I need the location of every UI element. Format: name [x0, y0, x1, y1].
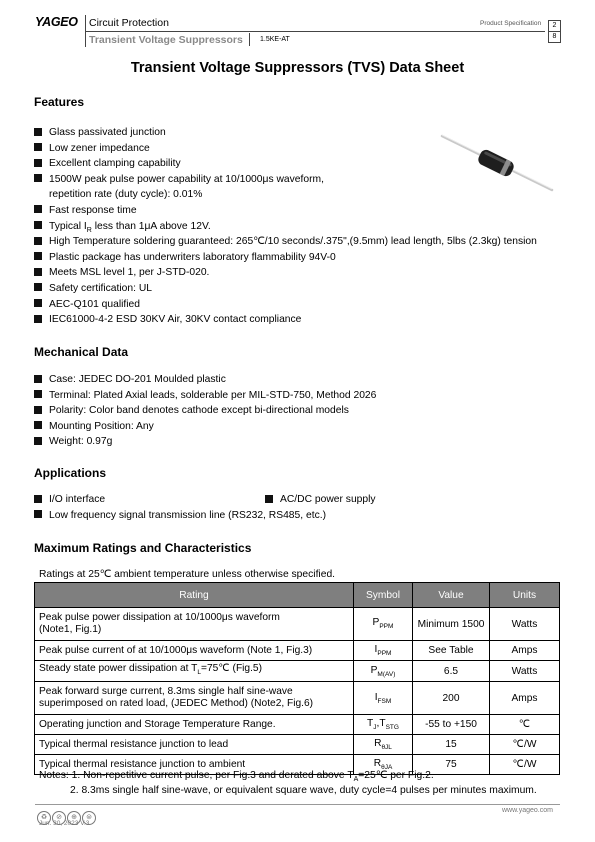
features-heading: Features [34, 95, 85, 109]
list-item: Terminal: Plated Axial leads, solderable per MIL-STD-750, Method 2026 [34, 388, 376, 404]
bullet-icon [34, 237, 42, 245]
bullet-icon [34, 299, 42, 307]
notes-line-1: Notes: 1. Non-repetitive current pulse, per Fig.3 and derated above $T_A=25℃$ per Fig.2. [39, 770, 434, 784]
notes-line-2: 2. 8.3ms single half sine-wave, or equivalent square wave, duty cycle=4 pulses per minutes maximum. [70, 785, 537, 796]
value-cell: 200 [413, 682, 490, 715]
list-item: Excellent clamping capability [34, 156, 537, 172]
header-subcategory: Transient Voltage Suppressors [89, 34, 243, 46]
bullet-icon [34, 390, 42, 398]
bullet-icon [34, 510, 42, 518]
unit-cell: Watts [490, 608, 560, 641]
list-item: Plastic package has underwriters laboratory flammability 94V-0 [34, 250, 537, 266]
symbol-cell: $I_{FSM}$ [354, 682, 413, 715]
rating-cell: Peak forward surge current, 8.3ms single half sine-wave superimposed on rated load, (JEDEC Method) (Note2, Fig.6) [35, 682, 354, 715]
bullet-icon [34, 252, 42, 260]
table-row [35, 715, 560, 735]
list-item-continuation: repetition rate (duty cycle): 0.01% [49, 189, 203, 201]
page-total: 8 [549, 31, 560, 42]
value-cell: Minimum 1500 [413, 608, 490, 641]
list-item: Typical $I_R$ less than 1μA above 12V. [34, 219, 537, 235]
list-item: IEC61000-4-2 ESD 30KV Air, 30KV contact compliance [34, 312, 537, 328]
table-row [35, 661, 560, 682]
table-header-row [35, 583, 560, 608]
symbol-cell: $P_{M(AV)}$ [354, 661, 413, 682]
bullet-icon [265, 495, 273, 503]
footer-rule [35, 804, 560, 805]
symbol-cell: $T_J,T_{STG}$ [354, 715, 413, 735]
symbol-cell: $P_{PPM}$ [354, 608, 413, 641]
unit-cell: ℃/W [490, 735, 560, 755]
page-number: 2 [552, 22, 557, 29]
rating-cell: Operating junction and Storage Temperature Range. [35, 715, 354, 735]
column-header: Rating [35, 583, 354, 608]
unit-cell: Amps [490, 682, 560, 715]
header-divider-2 [249, 33, 250, 46]
rating-cell: Typical thermal resistance junction to lead [35, 735, 354, 755]
list-item: Case: JEDEC DO-201 Moulded plastic [34, 372, 376, 388]
rating-cell: Steady state power dissipation at $T_L=75℃$ (Fig.5) [35, 661, 354, 682]
bullet-icon [34, 174, 42, 182]
column-header: Units [490, 583, 560, 608]
lead-free-icon: ⊘ [52, 811, 66, 825]
bullet-icon [34, 159, 42, 167]
symbol-cell: $R_{\theta JL}$ [354, 735, 413, 755]
compliance-icons [37, 806, 97, 820]
green-icon: ⊜ [82, 811, 96, 825]
unit-cell: ℃/W [490, 755, 560, 775]
table-row [35, 641, 560, 661]
applications-heading: Applications [34, 466, 107, 480]
bullet-icon [34, 221, 42, 229]
diode-package-image [438, 120, 556, 202]
bullet-icon [34, 437, 42, 445]
footer-url: www.yageo.com [502, 807, 553, 814]
symbol-cell: $I_{PPM}$ [354, 641, 413, 661]
list-item-secondary: AC/DC power supply [265, 492, 376, 508]
table-row [35, 735, 560, 755]
rohs-icon: ♻ [37, 811, 51, 825]
value-cell: 6.5 [413, 661, 490, 682]
bullet-icon [34, 128, 42, 136]
header-rule [85, 31, 545, 32]
ratings-note: Ratings at 25℃ ambient temperature unless otherwise specified. [39, 569, 336, 580]
value-cell: 15 [413, 735, 490, 755]
mechanical-list [34, 372, 376, 450]
list-item: Mounting Position: Any [34, 419, 376, 435]
list-item: 1500W peak pulse power capability at 10/1000μs waveform, [34, 172, 537, 188]
list-item: Weight: 0.97g [34, 434, 376, 450]
ratings-heading: Maximum Ratings and Characteristics [34, 541, 252, 555]
header-part-number: 1.5KE-AT [260, 36, 290, 43]
unit-cell: Amps [490, 641, 560, 661]
halogen-free-icon: ⊕ [67, 811, 81, 825]
bullet-icon [34, 421, 42, 429]
list-item: Glass passivated junction [34, 125, 537, 141]
value-cell: See Table [413, 641, 490, 661]
list-item: Fast response time [34, 203, 537, 219]
bullet-icon [34, 406, 42, 414]
footer-date: Jun. 30, 2023 V.3 [39, 820, 90, 827]
mechanical-heading: Mechanical Data [34, 345, 129, 359]
list-item: AEC-Q101 qualified [34, 297, 537, 313]
rating-cell: Peak pulse current of at 10/1000μs waveform (Note 1, Fig.3) [35, 641, 354, 661]
table-row [35, 682, 560, 715]
page-indicator [548, 20, 561, 43]
bullet-icon [34, 143, 42, 151]
header-spec-label: Product Specification [480, 20, 542, 27]
list-item: Low frequency signal transmission line (RS232, RS485, etc.) [34, 508, 560, 524]
list-item: Safety certification: UL [34, 281, 537, 297]
bullet-icon [34, 268, 42, 276]
symbol-cell: $R_{\theta JA}$ [354, 755, 413, 775]
bullet-icon [34, 495, 42, 503]
header-category: Circuit Protection [89, 17, 169, 29]
bullet-icon [34, 315, 42, 323]
list-item: Low zener impedance [34, 141, 537, 157]
value-cell: 75 [413, 755, 490, 775]
unit-cell: Watts [490, 661, 560, 682]
value-cell: -55 to +150 [413, 715, 490, 735]
list-item: Meets MSL level 1, per J-STD-020. [34, 265, 537, 281]
list-item: Polarity: Color band denotes cathode except bi-directional models [34, 403, 376, 419]
bullet-icon [34, 283, 42, 291]
ratings-table [34, 582, 560, 775]
rating-cell: Peak pulse power dissipation at 10/1000μs waveform (Note1, Fig.1) [35, 608, 354, 641]
rating-cell: Typical thermal resistance junction to ambient [35, 755, 354, 775]
applications-list [34, 492, 560, 523]
bullet-icon [34, 375, 42, 383]
list-item: High Temperature soldering guaranteed: 265℃/10 seconds/.375",(9.5mm) lead length, 5lbs (2.3kg) tension [34, 234, 537, 250]
column-header: Symbol [354, 583, 413, 608]
unit-cell: ℃ [490, 715, 560, 735]
brand-logo: YAGEO [35, 15, 78, 29]
table-row [35, 608, 560, 641]
list-item: I/O interface AC/DC power supply [34, 492, 560, 508]
bullet-icon [34, 205, 42, 213]
page-title: Transient Voltage Suppressors (TVS) Data Sheet [130, 60, 465, 76]
column-header: Value [413, 583, 490, 608]
